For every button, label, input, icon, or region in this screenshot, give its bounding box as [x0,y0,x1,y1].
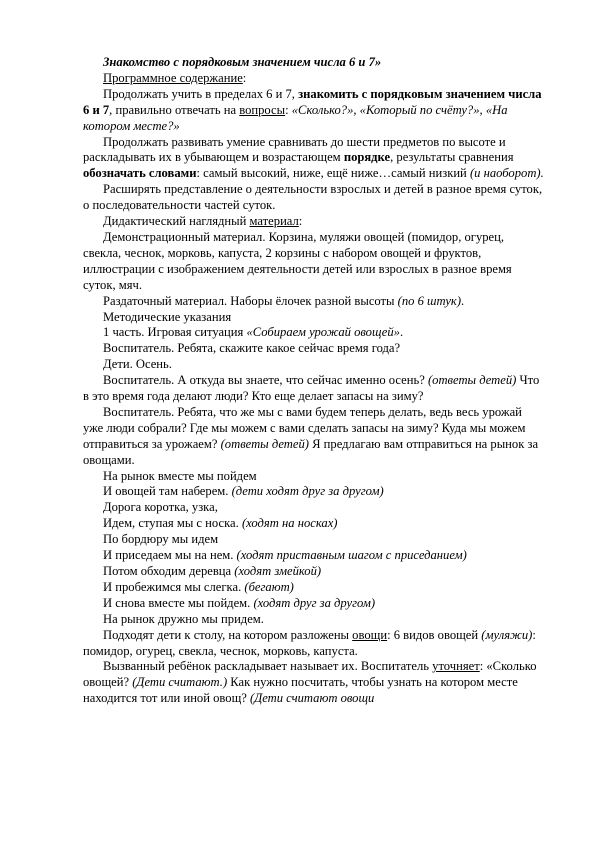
poem-line-10: На рынок дружно мы придем. [103,611,264,626]
handout-material-paragraph: Раздаточный материал. Наборы ёлочек разной высоты (по 6 штук). [103,293,465,308]
poem-line-2: И овощей там наберем. (дети ходят друг за другом) [103,484,384,499]
program-paragraph-3: Расширять представление о деятельности взрослых и детей в разное время суток, о последовательности частей суток. [83,182,543,213]
poem-line-1: На рынок вместе мы пойдем [103,468,257,483]
poem-line-8: И пробежимся мы слегка. (бегают) [103,579,294,594]
ending-paragraph-1: Подходят дети к столу, на котором разложены овощи: 6 видов овощей (муляжи): помидор, огурец, свекла, чеснок, морковь, капуста. [83,627,536,658]
poem-line-9: И снова вместе мы пойдем. (ходят друг за другом) [103,595,376,610]
dialogue-line-2: Дети. Осень. [103,357,172,372]
ending-paragraph-2: Вызванный ребёнок раскладывает называет их. Воспитатель уточняет: «Сколько овощей? (Дети считают.) Как нужно посчитать, чтобы узнать на котором месте находится тот или иной овощ? (Дети считают овощи [83,659,537,706]
poem-line-3: Дорога коротка, узка, [103,500,218,515]
poem-line-5: По бордюру мы идем [103,532,219,547]
poem-line-6: И приседаем мы на нем. (ходят приставным шагом с приседанием) [103,548,467,563]
program-heading: Программное содержание: [103,70,247,85]
materials-heading: Дидактический наглядный материал: [103,214,303,229]
dialogue-line-4: Воспитатель. Ребята, что же мы с вами будем теперь делать, ведь весь урожай уже люди собрали? Где мы можем с вами сделать запасы на зиму? Куда мы можем отправиться за урожаем? (ответы детей) Я предлагаю вам отправиться на рынок за овощами. [83,404,539,467]
dialogue-line-3: Воспитатель. А откуда вы знаете, что сейчас именно осень? (ответы детей) Что в это время года делают люди? Кто еще делает запасы на зиму? [83,373,540,404]
part-1-heading: 1 часть. Игровая ситуация «Собираем урожай овощей». [103,325,404,340]
poem-line-7: Потом обходим деревца (ходят змейкой) [103,564,322,578]
method-heading: Методические указания [103,309,232,324]
document-title: Знакомство с порядковым значением числа 6 и 7» [103,55,382,69]
poem-line-4: Идем, ступая мы с носка. (ходят на носках) [103,516,338,531]
program-paragraph-1: Продолжать учить в пределах 6 и 7, знакомить с порядковым значением числа 6 и 7, правильно отвечать на вопросы: «Сколько?», «Который по счёту?», «На котором месте?» [83,86,542,133]
demo-material-paragraph: Демонстрационный материал. Корзина, муляжи овощей (помидор, огурец, свекла, чеснок, морковь, капуста, 2 корзины с набором овощей и фруктов, иллюстрации с изображением деятельности детей или взрослых в разное время суток, мяч. [83,229,512,292]
program-paragraph-2: Продолжать развивать умение сравнивать до шести предметов по высоте и раскладывать их в убывающем и возрастающем порядке, результаты сравнения обозначать словами: самый высокий, ниже, ещё ниже…самый низкий (и наоборот). [83,134,544,181]
dialogue-line-1: Воспитатель. Ребята, скажите какое сейчас время года? [103,341,401,356]
